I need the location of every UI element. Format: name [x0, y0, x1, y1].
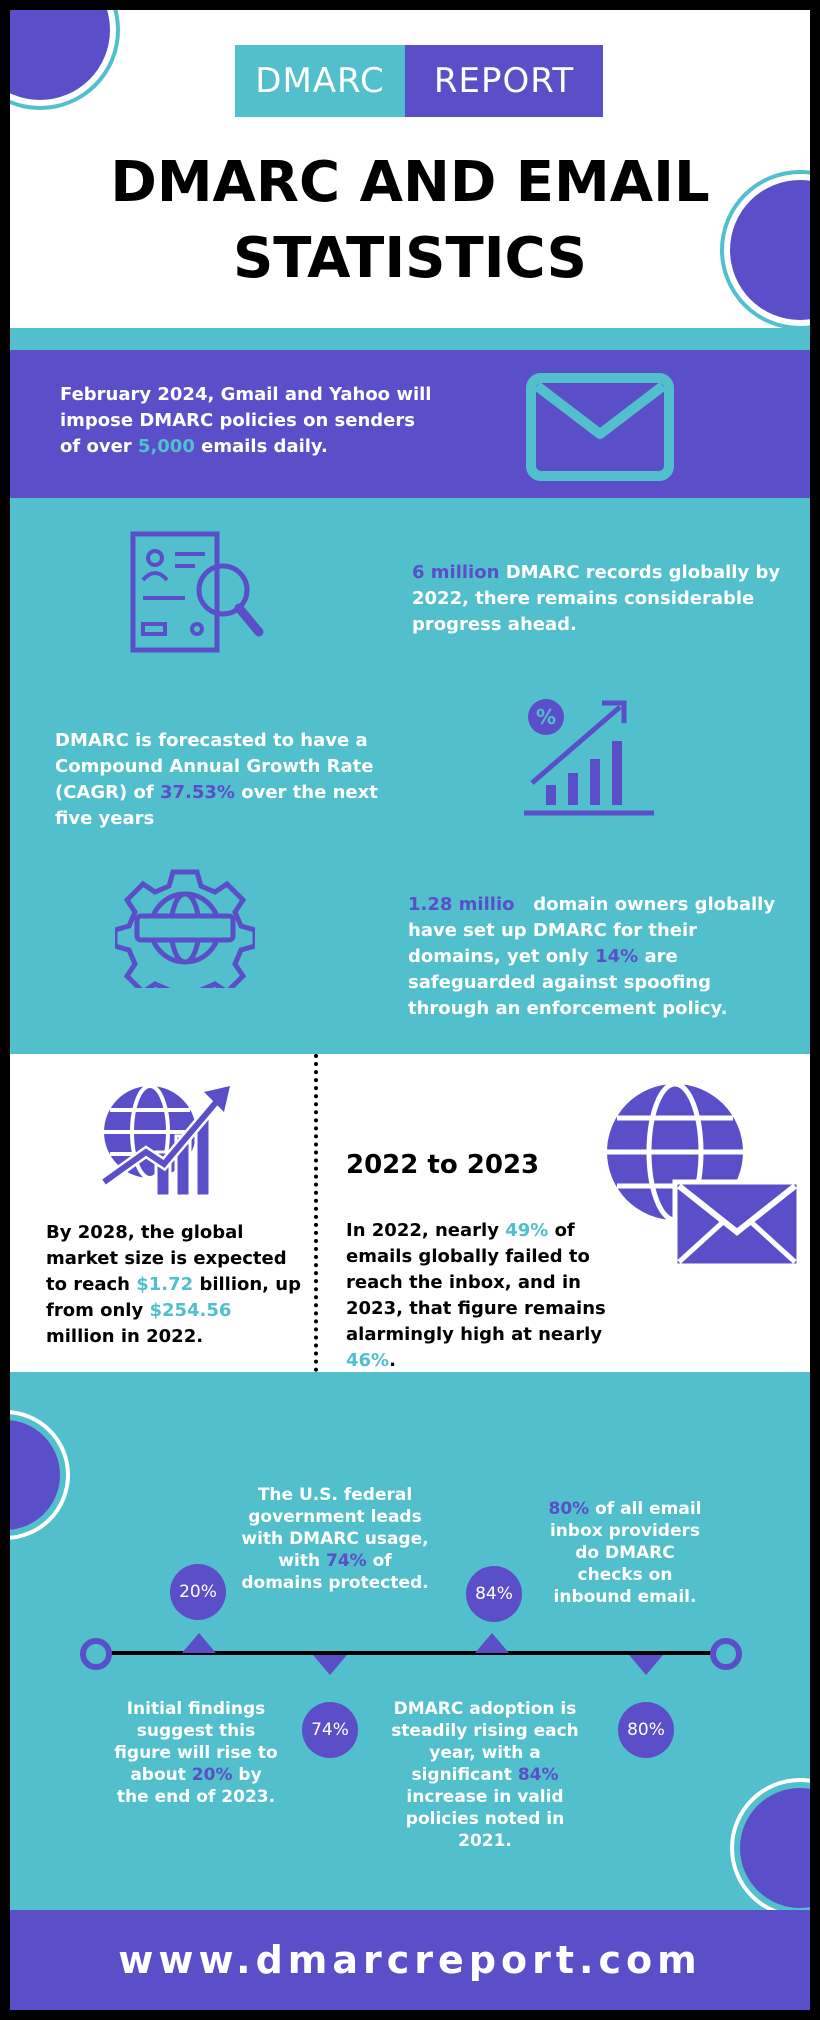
- page-title-line2: STATISTICS: [232, 226, 588, 291]
- document-search-icon: [125, 528, 265, 658]
- stat-initial-findings: Initial findings suggest this figure will rise to about 20% by the end of 2023.: [114, 1699, 278, 1807]
- stat-domain-owners: 1.28 millio domain owners globally have set up DMARC for their domains, yet only 14% are safeguarded against spoofing through an enforcement policy.: [408, 894, 782, 1019]
- teal-stripe: [10, 328, 810, 350]
- globe-growth-icon: [100, 1072, 240, 1202]
- stat-market-size: By 2028, the global market size is expected to reach $1.72 billion, up from only $254.56 million in 2022.: [46, 1222, 301, 1347]
- percent-badge-84: 84%: [466, 1566, 522, 1622]
- banner-text: February 2024, Gmail and Yahoo will impose DMARC policies on senders of over 5,000 emails daily.: [60, 384, 432, 457]
- stat-federal: The U.S. federal government leads with DMARC usage, with 74% of domains protected.: [241, 1485, 429, 1593]
- infographic: [10, 10, 810, 2010]
- website-link[interactable]: www.dmarcreport.com: [118, 1938, 702, 1982]
- timeline-pointer-down: [629, 1655, 663, 1675]
- globe-gear-icon: [115, 868, 255, 988]
- percent-badge-20: 20%: [170, 1564, 226, 1620]
- brand-logo-left: DMARC: [235, 45, 405, 117]
- timeline-pointer-up: [475, 1633, 509, 1653]
- stat-inbox-failure: In 2022, nearly 49% of emails globally failed to reach the inbox, and in 2023, that figure remains alarmingly high at nearly 46%.: [346, 1220, 606, 1371]
- banner-section: [10, 350, 810, 498]
- svg-text:%: %: [535, 705, 557, 729]
- stats-section: [10, 498, 810, 1054]
- timeline-pointer-up: [182, 1633, 216, 1653]
- brand-logo-right: REPORT: [405, 45, 603, 117]
- corner-circle-decor: [10, 1420, 60, 1530]
- brand-logo: [235, 45, 603, 117]
- timeline-pointer-down: [313, 1655, 347, 1675]
- percent-badge-74: 74%: [302, 1702, 358, 1758]
- timeline-end-marker: [80, 1638, 112, 1670]
- growth-chart-icon: [520, 693, 660, 823]
- page-title: [10, 145, 810, 297]
- stat-dmarc-records: 6 million DMARC records globally by 2022, there remains considerable progress ahead.: [412, 562, 781, 635]
- timeline-end-marker: [710, 1638, 742, 1670]
- market-section: [10, 1054, 810, 1372]
- globe-mail-icon: [605, 1082, 805, 1272]
- envelope-icon: [525, 372, 675, 482]
- corner-circle-decor: [10, 10, 110, 100]
- timeline-section: [10, 1372, 810, 1910]
- dotted-divider: [314, 1054, 318, 1372]
- corner-circle-decor: [740, 1788, 810, 1908]
- percent-badge-80: 80%: [618, 1702, 674, 1758]
- stat-inbox-providers: 80% of all email inbox providers do DMARC checks on inbound email.: [548, 1499, 702, 1607]
- footer: [10, 1910, 810, 2010]
- inbox-heading: 2022 to 2023: [346, 1150, 540, 1180]
- stat-adoption: DMARC adoption is steadily rising each year, with a significant 84% increase in valid policies noted in 2021.: [391, 1699, 579, 1851]
- page-title-line1: DMARC AND EMAIL: [110, 150, 710, 215]
- stat-cagr: DMARC is forecasted to have a Compound Annual Growth Rate (CAGR) of 37.53% over the next five years: [55, 730, 378, 829]
